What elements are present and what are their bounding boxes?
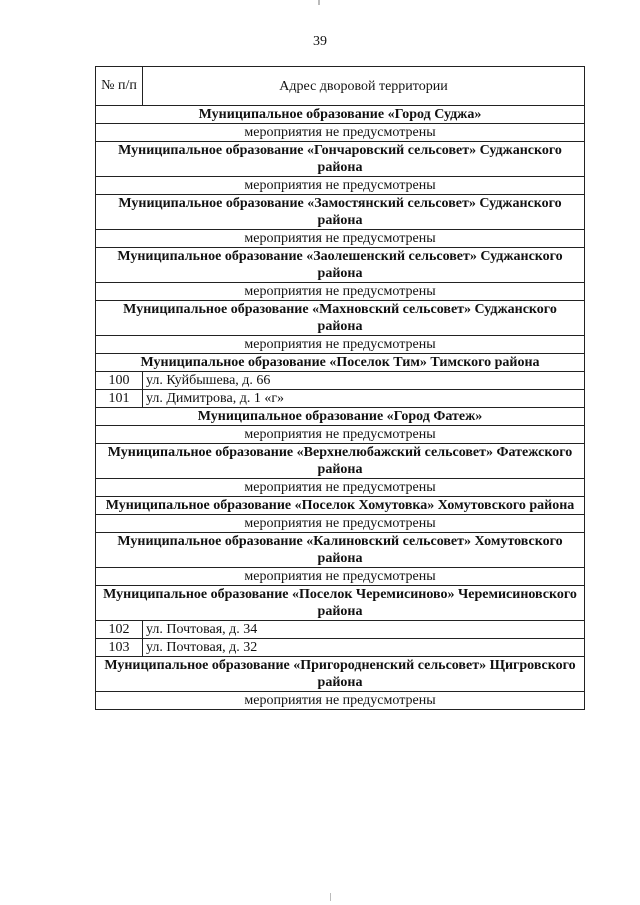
column-header-number: № п/п (96, 67, 143, 106)
no-measures-note: мероприятия не предусмотрены (96, 336, 585, 354)
note-row (96, 479, 585, 497)
no-measures-note: мероприятия не предусмотрены (96, 479, 585, 497)
no-measures-note: мероприятия не предусмотрены (96, 426, 585, 444)
table-row (96, 639, 585, 657)
note-row (96, 124, 585, 142)
no-measures-note: мероприятия не предусмотрены (96, 230, 585, 248)
no-measures-note: мероприятия не предусмотрены (96, 283, 585, 301)
municipality-heading: Муниципальное образование «Гончаровский сельсовет» Суджанского района (96, 142, 585, 177)
row-address: ул. Почтовая, д. 32 (143, 639, 585, 657)
note-row (96, 692, 585, 710)
row-number: 103 (96, 639, 143, 657)
municipality-heading: Муниципальное образование «Город Суджа» (96, 106, 585, 124)
row-number: 102 (96, 621, 143, 639)
note-row (96, 230, 585, 248)
note-row (96, 177, 585, 195)
section-row (96, 533, 585, 568)
row-address: ул. Димитрова, д. 1 «г» (143, 390, 585, 408)
column-header-address: Адрес дворовой территории (143, 67, 585, 106)
section-row (96, 586, 585, 621)
municipality-heading: Муниципальное образование «Пригородненский сельсовет» Щигровского района (96, 657, 585, 692)
row-number: 101 (96, 390, 143, 408)
table-header-row (96, 67, 585, 106)
municipality-heading: Муниципальное образование «Калиновский сельсовет» Хомутовского района (96, 533, 585, 568)
note-row (96, 515, 585, 533)
section-row (96, 444, 585, 479)
section-row (96, 657, 585, 692)
section-row (96, 497, 585, 515)
section-row (96, 106, 585, 124)
section-row (96, 408, 585, 426)
municipality-heading: Муниципальное образование «Верхнелюбажский сельсовет» Фатежского района (96, 444, 585, 479)
table-row (96, 372, 585, 390)
section-row (96, 301, 585, 336)
municipality-heading: Муниципальное образование «Город Фатеж» (96, 408, 585, 426)
note-row (96, 283, 585, 301)
row-number: 100 (96, 372, 143, 390)
municipality-heading: Муниципальное образование «Заолешенский сельсовет» Суджанского района (96, 248, 585, 283)
section-row (96, 195, 585, 230)
page-number: 39 (313, 34, 327, 49)
no-measures-note: мероприятия не предусмотрены (96, 692, 585, 710)
section-row (96, 354, 585, 372)
municipality-heading: Муниципальное образование «Поселок Тим» Тимского района (96, 354, 585, 372)
table-row (96, 390, 585, 408)
no-measures-note: мероприятия не предусмотрены (96, 568, 585, 586)
no-measures-note: мероприятия не предусмотрены (96, 177, 585, 195)
no-measures-note: мероприятия не предусмотрены (96, 515, 585, 533)
municipality-heading: Муниципальное образование «Махновский сельсовет» Суджанского района (96, 301, 585, 336)
municipality-heading: Муниципальное образование «Поселок Черемисиново» Черемисиновского района (96, 586, 585, 621)
municipality-heading: Муниципальное образование «Поселок Хомутовка» Хомутовского района (96, 497, 585, 515)
no-measures-note: мероприятия не предусмотрены (96, 124, 585, 142)
note-row (96, 426, 585, 444)
scan-mark-bottom (330, 893, 331, 901)
scan-mark-top (318, 0, 320, 5)
address-table (95, 66, 585, 710)
table-row (96, 621, 585, 639)
municipality-heading: Муниципальное образование «Замостянский сельсовет» Суджанского района (96, 195, 585, 230)
row-address: ул. Почтовая, д. 34 (143, 621, 585, 639)
section-row (96, 142, 585, 177)
table-body (96, 106, 585, 710)
note-row (96, 336, 585, 354)
note-row (96, 568, 585, 586)
row-address: ул. Куйбышева, д. 66 (143, 372, 585, 390)
section-row (96, 248, 585, 283)
